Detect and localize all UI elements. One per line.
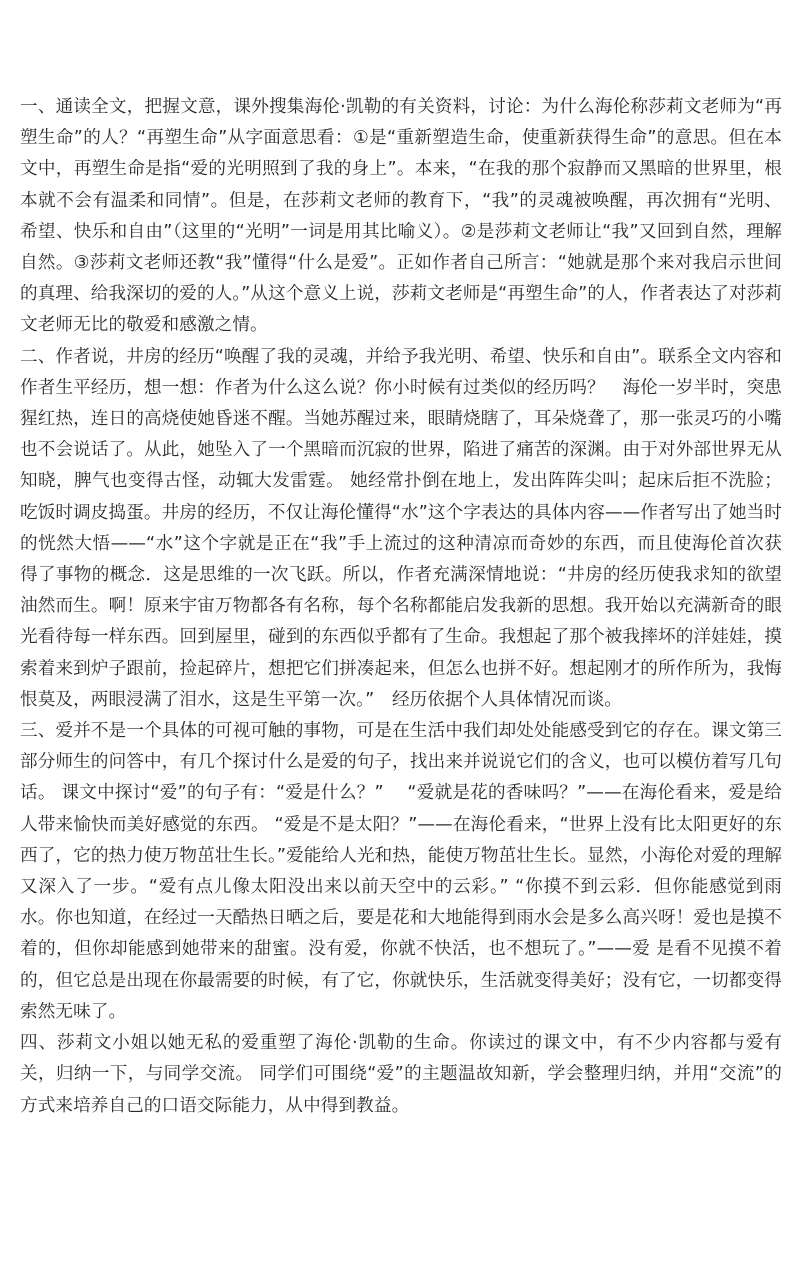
answer-paragraph-4: 四、莎莉文小姐以她无私的爱重塑了海伦·凯勒的生命。你读过的课文中，有不少内容都与爱有关，归纳一下，与同学交流。 同学们可围绕“爱”的主题温故知新，学会整理归纳，并用“交流”的方式来培养自己的口语交际能力，从中得到教益。 [20, 1033, 782, 1116]
answer-document [20, 92, 782, 1122]
answer-paragraph-2: 二、作者说，井房的经历“唤醒了我的灵魂，并给予我光明、希望、快乐和自由”。联系全文内容和作者生平经历，想一想：作者为什么这么说？你小时候有过类似的经历吗？ 海伦一岁半时，突患猩红热，连日的高烧使她昏迷不醒。当她苏醒过来，眼睛烧瞎了，耳朵烧聋了，那一张灵巧的小嘴也不会说话了。从此，她坠入了一个黑暗而沉寂的世界，陷进了痛苦的深渊。由于对外部世界无从知晓，脾气也变得古怪，动辄大发雷霆。 她经常扑倒在地上，发出阵阵尖叫；起床后拒不洗脸；吃饭时调皮捣蛋。井房的经历，不仅让海伦懂得“水”这个字表达的具体内容——作者写出了她当时的恍然大悟——“水”这个字就是正在“我”手上流过的这种清凉而奇妙的东西，而且使海伦首次获得了事物的概念．这是思维的一次飞跃。所以，作者充满深情地说：“井房的经历使我求知的欲望油然而生。啊！原来宇宙万物都各有名称，每个名称都能启发我新的思想。我开始以充满新奇的眼光看待每一样东西。回到屋里，碰到的东西似乎都有了生命。我想起了那个被我摔坏的洋娃娃，摸索着来到炉子跟前，捡起碎片，想把它们拼凑起来，但怎么也拼不好。想起刚才的所作所为，我悔恨莫及，两眼浸满了泪水，这是生平第一次。” 经历依据个人具体情况而谈。 [20, 346, 782, 710]
answer-paragraph-1: 一、通读全文，把握文意，课外搜集海伦·凯勒的有关资料，讨论：为什么海伦称莎莉文老师为“再塑生命”的人？“再塑生命”从字面意思看：①是“重新塑造生命，使重新获得生命”的意思。但在本文中，再塑生命是指“爱的光明照到了我的身上”。本来，“在我的那个寂静而又黑暗的世界里，根本就不会有温柔和同情”。但是，在莎莉文老师的教育下，“我”的灵魂被唤醒，再次拥有“光明、希望、快乐和自由”（这里的“光明”一词是用其比喻义）。②是莎莉文老师让“我”又回到自然，理解自然。③莎莉文老师还教“我”懂得“什么是爱”。正如作者自己所言：“她就是那个来对我启示世间的真理、给我深切的爱的人。”从这个意义上说，莎莉文老师是“再塑生命”的人，作者表达了对莎莉文老师无比的敬爱和感激之情。 [20, 97, 782, 336]
answer-paragraph-3: 三、爱并不是一个具体的可视可触的事物，可是在生活中我们却处处能感受到它的存在。课文第三部分师生的问答中，有几个探讨什么是爱的句子，找出来并说说它们的含义，也可以模仿着写几句话。 课文中探讨“爱”的句子有：“爱是什么？” “爱就是花的香味吗？”——在海伦看来，爱是给人带来愉快而美好感觉的东西。 “爱是不是太阳？”——在海伦看来，“世界上没有比太阳更好的东西了，它的热力使万物茁壮生长。”爱能给人光和热，能使万物茁壮生长。显然，小海伦对爱的理解又深入了一步。“爱有点儿像太阳没出来以前天空中的云彩。” “你摸不到云彩．但你能感觉到雨水。你也知道，在经过一天酷热日晒之后，要是花和大地能得到雨水会是多么高兴呀！爱也是摸不着的，但你却能感到她带来的甜蜜。没有爱，你就不快活，也不想玩了。”——爱 是看不见摸不着的，但它总是出现在你最需要的时候，有了它，你就快乐，生活就变得美好；没有它，一切都变得索然无味了。 [20, 721, 782, 1022]
